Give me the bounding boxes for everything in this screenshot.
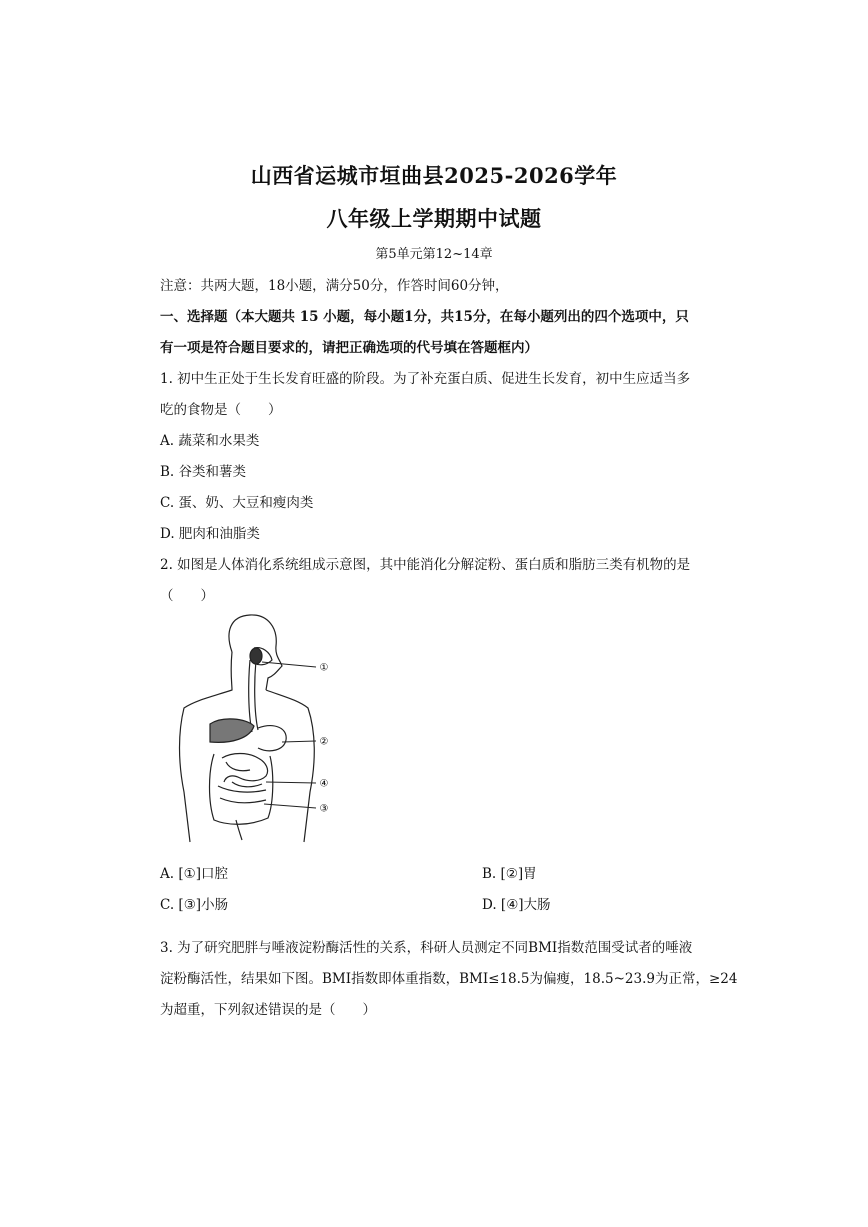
q2-option-c: C. [③]小肠	[160, 897, 229, 913]
q1-option-a: A. 蔬菜和水果类	[160, 433, 260, 449]
section1-heading-line2: 有一项是符合题目要求的，请把正确选项的代号填在答题框内）	[160, 340, 538, 356]
q3-stem-line3: 为超重，下列叙述错误的是（ ）	[160, 1002, 376, 1018]
q1-option-c: C. 蛋、奶、大豆和瘦肉类	[160, 495, 314, 511]
figure-label-4: ④	[319, 778, 329, 790]
exam-notice: 注意：共两大题，18小题，满分50分，作答时间60分钟，	[160, 278, 509, 294]
q1-stem-line1: 1. 初中生正处于生长发育旺盛的阶段。为了补充蛋白质、促进生长发育，初中生应适当多	[160, 371, 691, 387]
digestive-system-figure	[170, 612, 350, 844]
q2-stem-line2: （ ）	[160, 588, 214, 604]
q2-option-b: B. [②]胃	[482, 866, 537, 882]
q1-stem-line2: 吃的食物是（ ）	[160, 402, 282, 418]
q2-stem-line1: 2. 如图是人体消化系统组成示意图，其中能消化分解淀粉、蛋白质和脂肪三类有机物的是	[160, 557, 691, 573]
q1-option-b: B. 谷类和薯类	[160, 464, 247, 480]
figure-label-2: ②	[319, 736, 329, 748]
figure-label-1: ①	[319, 662, 329, 674]
exam-title-line2: 八年级上学期期中试题	[326, 206, 542, 231]
digestive-system-diagram	[170, 612, 350, 844]
exam-subtitle: 第5单元第12~14章	[375, 247, 493, 262]
section1-heading-line1: 一、选择题（本大题共 15 小题，每小题1分，共15分，在每小题列出的四个选项中，只	[160, 309, 689, 325]
q2-option-d: D. [④]大肠	[482, 897, 551, 913]
q2-option-a: A. [①]口腔	[160, 866, 228, 882]
exam-title-line1: 山西省运城市垣曲县2025-2026学年	[250, 163, 618, 188]
q3-stem-line2: 淀粉酶活性，结果如下图。BMI指数即体重指数，BMI≤18.5为偏瘦，18.5~23.9为正常，≥24	[160, 971, 738, 987]
figure-label-3: ③	[319, 803, 329, 815]
q1-option-d: D. 肥肉和油脂类	[160, 526, 260, 542]
q3-stem-line1: 3. 为了研究肥胖与唾液淀粉酶活性的关系，科研人员测定不同BMI指数范围受试者的唾液	[160, 940, 693, 956]
